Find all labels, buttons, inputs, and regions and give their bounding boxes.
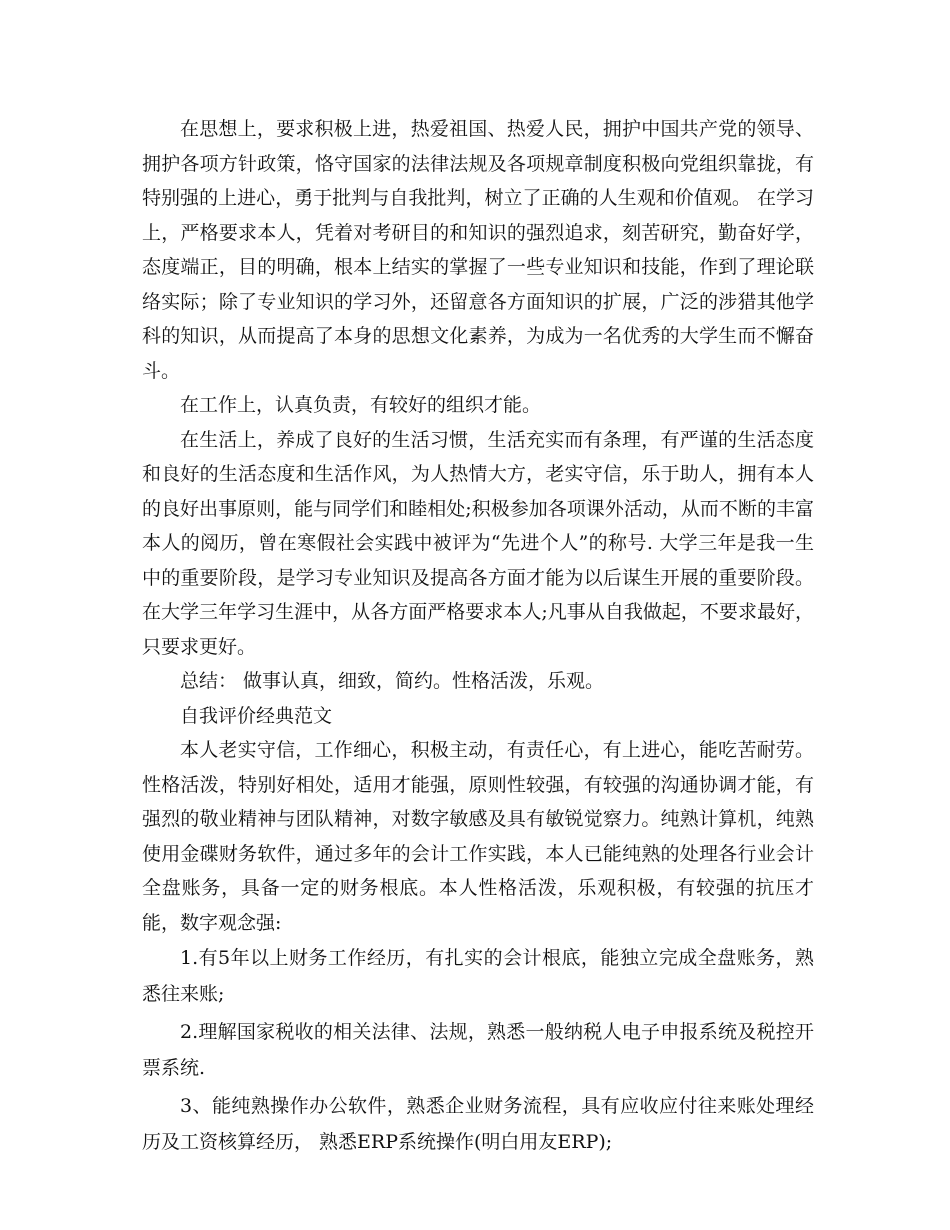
paragraph-thought-study: 在思想上，要求积极上进，热爱祖国、热爱人民，拥护中国共产党的领导、拥护各项方针政策，恪守国家的法律法规及各项规章制度积极向党组织靠拢，有特别强的上进心，勇于批判与自我批判，树立了正确的人生观和价值观。 在学习上，严格要求本人，凭着对考研目的和知识的强烈追求，刻苦研究，勤奋好学，态度端正，目的明确，根本上结实的掌握了一些专业知识和技能，作到了理论联络实际；除了专业知识的学习外，还留意各方面知识的扩展，广泛的涉猎其他学科的知识，从而提高了本身的思想文化素养，为成为一名优秀的大学生而不懈奋斗。: [142, 118, 814, 382]
list-item-1: 1.有5年以上财务工作经历，有扎实的会计根底，能独立完成全盘账务，熟悉往来账;: [142, 947, 814, 1005]
paragraph-summary: 总结： 做事认真，细致，简约。性格活泼，乐观。: [180, 670, 605, 692]
section-heading: 自我评价经典范文: [180, 704, 333, 727]
paragraph-self-evaluation: 本人老实守信，工作细心，积极主动，有责任心，有上进心，能吃苦耐劳。性格活泼，特别好相处，适用才能强，原则性较强，有较强的沟通协调才能，有强烈的敬业精神与团队精神，对数字敏感及具有敏锐觉察力。纯熟计算机，纯熟使用金碟财务软件，通过多年的会计工作实践，本人已能纯熟的处理各行业会计全盘账务，具备一定的财务根底。本人性格活泼，乐观积极，有较强的抗压才能，数字观念强:: [142, 739, 814, 934]
list-item-2: 2.理解国家税收的相关法律、法规，熟悉一般纳税人电子申报系统及税控开票系统.: [142, 1021, 814, 1079]
paragraph-work: 在工作上，认真负责，有较好的组织才能。: [180, 394, 542, 416]
document-body: [142, 112, 814, 1162]
list-item-3: 3、能纯熟操作办公软件，熟悉企业财务流程，具有应收应付往来账处理经历及工资核算经历， 熟悉ERP系统操作(明白用友ERP);: [142, 1095, 814, 1153]
paragraph-life: 在生活上，养成了良好的生活习惯，生活充实而有条理，有严谨的生活态度和良好的生活态度和生活作风，为人热情大方，老实守信，乐于助人，拥有本人的良好出事原则，能与同学们和睦相处;积极参加各项课外活动，从而不断的丰富本人的阅历，曾在寒假社会实践中被评为“先进个人”的称号. 大学三年是我一生中的重要阶段，是学习专业知识及提高各方面才能为以后谋生开展的重要阶段。在大学三年学习生涯中，从各方面严格要求本人;凡事从自我做起，不要求最好，只要求更好。: [142, 428, 814, 658]
